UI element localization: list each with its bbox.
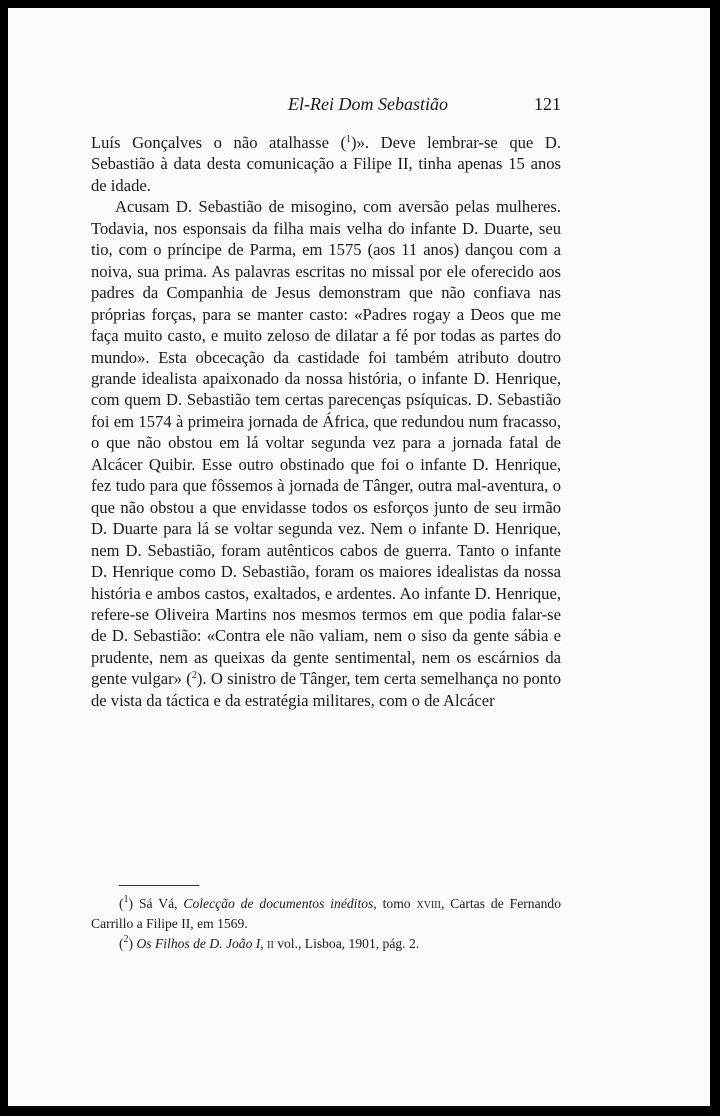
body-text — [91, 132, 561, 711]
footnote-author: Sá Vá, — [138, 896, 178, 911]
footnotes — [91, 894, 561, 954]
footnote: ($^1$) Sá Vá, Colecção de documentos inéditos, tomo xviii, Cartas de Fernando Carrillo a Filipe II, em 1569. — [91, 894, 561, 931]
paragraph-text: Luís Gonçalves o não atalhasse ( — [91, 133, 347, 152]
paragraph — [91, 196, 561, 711]
page-number: 121 — [534, 94, 561, 114]
footnote-divider — [119, 885, 199, 886]
footnote-volume: xviii — [416, 896, 441, 911]
footnote-title: Colecção de documentos inéditos, — [183, 896, 377, 911]
book-page — [8, 8, 710, 1106]
paragraph-text: ). O sinistro de Tânger, tem certa semelhança no ponto de vista da táctica e da estratégia militares, com o de Alcácer — [91, 669, 562, 710]
paragraph-text: Acusam D. Sebastião de misogino, com aversão pelas mulheres. Todavia, nos esponsais da filha mais velha do infante D. Duarte, seu tio, com o príncipe de Parma, em 1575 (aos 11 anos) dançou com a noiva, sua prima. As palavras escritas no missal por ele oferecido aos padres da Companhia de Jesus demonstram que não confiava nas próprias forças, para se manter casto: «Padres rogay a Deos que me faça muito casto, e muito zeloso de dilatar a fé por todas as partes do mundo». Esta obcecação da castidade foi também atributo doutro grande idealista apaixonado da nossa história, o infante D. Henrique, com quem D. Sebastião tem certas parecenças psíquicas. D. Sebastião foi em 1574 à primeira jornada de África, que redundou num fracasso, o que não obstou em lá voltar segunda vez para a jornada fatal de Alcácer Quibir. Esse outro obstinado que foi o infante D. Henrique, fez tudo para que fôssemos à jornada de Tânger, outra mal-aventura, o que não obstou a que envidasse todos os esforços junto de seu irmão D. Duarte para lá se voltar segunda vez. Nem o infante D. Henrique, nem D. Sebastião, foram autênticos cabos de guerra. Tanto o infante D. Henrique como D. Sebastião, foram os maiores idealistas da nossa história e ambos castos, exaltados, e ardentes. Ao infante D. Henrique, refere-se Oliveira Martins nos mesmos termos em que podia falar-se de D. Sebastião: «Contra ele não valiam, nem o siso da gente sábia e prudente, nem as queixas da gente sentimental, nem os escárnios da gente vulgar» ( — [91, 197, 561, 689]
footnote-volume: ii — [267, 936, 274, 951]
footnote-title: Os Filhos de D. João I, — [136, 936, 264, 951]
footnote: ($^2$) Os Filhos de D. João I, ii vol., Lisboa, 1901, pág. 2. — [119, 934, 420, 951]
footnote-marker: 1 — [123, 894, 129, 905]
paragraph — [91, 132, 561, 196]
footnote-text: , Cartas de Fernando Carrillo a Filipe II, em 1569. — [91, 896, 561, 931]
running-title: El-Rei Dom Sebastião — [288, 94, 448, 114]
footnote-text: tomo — [382, 896, 411, 911]
footnote-marker: 2 — [123, 934, 129, 945]
footnote-ref: 1 — [346, 134, 352, 145]
footnote-text: vol., Lisboa, 1901, pág. 2. — [273, 936, 420, 951]
paragraph-text: )». Deve lembrar-se que D. Sebastião à data desta comunicação a Filipe II, tinha apenas 15 anos de idade. — [91, 133, 561, 195]
footnote-ref: 2 — [191, 670, 197, 682]
